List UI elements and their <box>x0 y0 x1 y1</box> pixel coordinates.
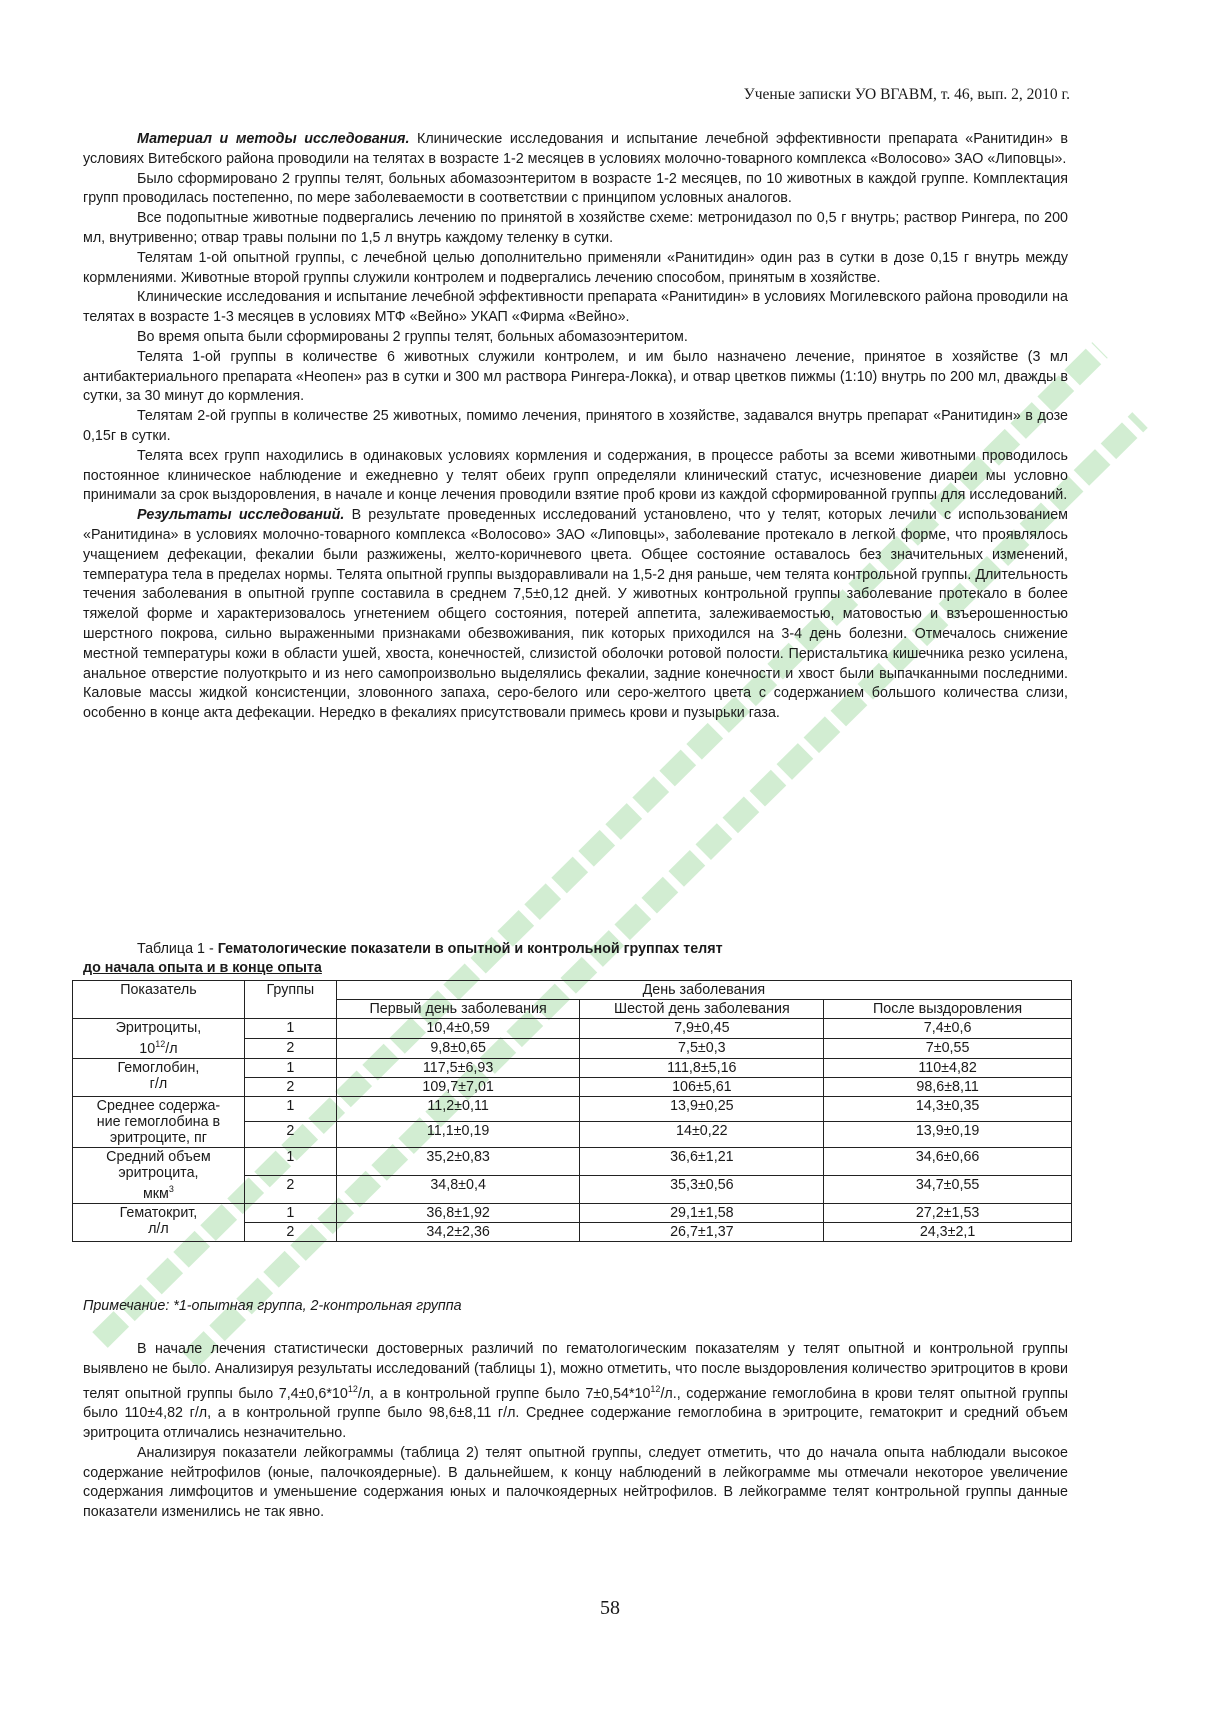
table-cell: 11,1±0,19 <box>336 1122 580 1148</box>
table-cell: 1 <box>244 1019 336 1039</box>
table-cell: 34,7±0,55 <box>824 1175 1072 1203</box>
table-cell: 36,8±1,92 <box>336 1203 580 1222</box>
col-header-groups: Группы <box>244 981 336 1019</box>
table-row <box>73 1147 1072 1175</box>
table-cell: 14,3±0,35 <box>824 1096 1072 1122</box>
table-cell: 24,3±2,1 <box>824 1222 1072 1241</box>
methods-paragraph: Телятам 1-ой опытной группы, с лечебной целью дополнительно применяли «Ранитидин» один раз в сутки в дозе 0,15 г внутрь между кормлениями. Животные второй группы служили контролем и подвергались лечению способом, принятым в хозяйстве. <box>83 249 1068 286</box>
table-cell: 9,8±0,65 <box>336 1038 580 1058</box>
table-cell: 7,5±0,3 <box>580 1038 824 1058</box>
table-cell: 7±0,55 <box>824 1038 1072 1058</box>
methods-paragraph: Материал и методы исследования. Клинические исследования и испытание лечебной эффективности препарата «Ранитидин» в условиях Витебского района проводили на телятах в возрасте 1-2 месяцев в условиях молочно-товарного комплекса «Волосово» ЗАО «Липовцы». <box>83 131 1068 167</box>
table-cell: 110±4,82 <box>824 1058 1072 1077</box>
table-row <box>73 1019 1072 1039</box>
discussion-paragraph: Анализируя показатели лейкограммы (таблица 2) телят опытной группы, следует отметить, что до начала опыта наблюдали высокое содержание нейтрофилов (юные, палочкоядерные). В дальнейшем, к концу наблюдений в лейкограмме мы отмечали некоторое увеличение содержания лимфоцитов и уменьшение содержания юных и палочкоядерных нейтрофилов. В лейкограмме телят контрольной группы данные показатели изменились не так явно. <box>83 1444 1068 1521</box>
discussion-section <box>83 1340 1068 1523</box>
table-cell: 14±0,22 <box>580 1122 824 1148</box>
results-paragraph: Результаты исследований. В результате проведенных исследований установлено, что у телят, которых лечили с использованием «Ранитидина» в условиях молочно-товарного комплекса «Волосово» ЗАО «Липовцы», заболевание протекало в легкой форме, что проявлялось учащением дефекации, фекалии были разжижены, желто-коричневого цвета. Общее состояние оставалось без значительных изменений, температура тела в пределах нормы. Телята опытной группы выздоравливали на 1,5-2 дня раньше, чем телята контрольной группы. Длительность течения заболевания в опытной группе составила в среднем 7,5±0,12 дней. У животных контрольной группы заболевание протекало в более тяжелой форме и характеризовалось угнетением общего состояния, потерей аппетита, залеживаемостью, матовостью и взъерошенностью шерстного покрова, сильно выраженными признаками обезвоживания, пик которых приходился на 3-4 день болезни. Отмечалось снижение местной температуры кожи в области ушей, хвоста, конечностей, слизистой оболочки ротовой полости. Перистальтика кишечника резко усилена, анальное отверстие полуоткрыто и из него самопроизвольно выделялись фекалии, задние конечности и хвост были выпачканными последними. Каловые массы жидкой консистенции, зловонного запаха, серо-белого или серо-желтого цвета с содержанием большого количества слизи, особенно в конце акта дефекации. Нередко в фекалиях присутствовали примесь крови и пузырьки газа. <box>83 507 1068 722</box>
table-cell: 29,1±1,58 <box>580 1203 824 1222</box>
table-cell: 34,8±0,4 <box>336 1175 580 1203</box>
discussion-paragraph: В начале лечения статистически достоверных различий по гематологическим показателям у телят опытной и контрольной группы выявлено не было. Анализируя результаты исследований (таблицы 1), можно отметить, что после выздоровления количество эритроцитов в крови телят опытной группы было $7,4\pm 0,6*10^{12}/л$, а в контрольной группе было $7\pm 0,54*10^{12}/л$., содержание гемоглобина в крови телят опытной группы было 110±4,82 г/л, а в контрольной группе было 98,6±8,11 г/л. Среднее содержание гемоглобина в эритроците, гематокрит и средний объем эритроцита отличались незначительно. <box>83 1341 1068 1441</box>
table-cell: 117,5±6,93 <box>336 1058 580 1077</box>
table-cell: 109,7±7,01 <box>336 1077 580 1096</box>
table-cell: 7,9±0,45 <box>580 1019 824 1039</box>
table-cell: 2 <box>244 1077 336 1096</box>
col-header-day: День заболевания <box>336 981 1071 1000</box>
methods-paragraph: Во время опыта были сформированы 2 группы телят, больных абомазоэнтеритом. <box>137 328 688 345</box>
table-row <box>73 1096 1072 1122</box>
table-cell: 2 <box>244 1175 336 1203</box>
table-cell: 13,9±0,19 <box>824 1122 1072 1148</box>
table-cell: 26,7±1,37 <box>580 1222 824 1241</box>
table-cell: 1 <box>244 1203 336 1222</box>
table-cell: 2 <box>244 1222 336 1241</box>
table-cell: 106±5,61 <box>580 1077 824 1096</box>
table-caption: Таблица 1 - Гематологические показатели в опытной и контрольной группах телят до начала опыта и в конце опыта <box>83 941 723 976</box>
table-cell: 13,9±0,25 <box>580 1096 824 1122</box>
table-cell: 34,2±2,36 <box>336 1222 580 1241</box>
table-cell: 1 <box>244 1058 336 1077</box>
methods-heading: Материал и методы исследования. <box>137 131 410 147</box>
table-cell: 35,2±0,83 <box>336 1147 580 1175</box>
table-cell: 27,2±1,53 <box>824 1203 1072 1222</box>
table-cell: 1 <box>244 1096 336 1122</box>
table-cell: 35,3±0,56 <box>580 1175 824 1203</box>
row-label: Гематокрит, л/л <box>73 1203 245 1241</box>
table-cell: 36,6±1,21 <box>580 1147 824 1175</box>
table-row <box>73 1058 1072 1077</box>
methods-paragraph: Было сформировано 2 группы телят, больных абомазоэнтеритом в возрасте 1-2 месяцев, по 10 животных в каждой группе. Комплектация групп проводилась постепенно, по мере заболеваемости в соответствии с принципом условных аналогов. <box>83 170 1068 207</box>
table-cell: 2 <box>244 1122 336 1148</box>
methods-paragraph: Все подопытные животные подвергались лечению по принятой в хозяйстве схеме: метронидазол по 0,5 г внутрь; раствор Рингера, по 200 мл, внутривенно; отвар травы полыни по 1,5 л внутрь каждому теленку в сутки. <box>83 210 1068 246</box>
col-header-indicator: Показатель <box>73 981 245 1019</box>
table-cell: 1 <box>244 1147 336 1175</box>
table-cell: 98,6±8,11 <box>824 1077 1072 1096</box>
methods-paragraph: Телята всех групп находились в одинаковых условиях кормления и содержания, в процессе работы за всеми животными проводилось постоянное клиническое наблюдение и ежедневно у телят обеих групп определяли клинический статус, исчезновение диареи мы условно принимали за срок выздоровления, в начале и конце лечения проводили взятие проб крови из каждой сформированной группы для исследований. <box>83 447 1068 504</box>
row-label: Эритроциты, $10^{12}/л$ <box>73 1019 245 1059</box>
journal-header: Ученые записки УО ВГАВМ, т. 46, вып. 2, 2010 г. <box>743 86 1070 103</box>
hematology-table <box>72 980 1072 1242</box>
row-label: Гемоглобин, г/л <box>73 1058 245 1096</box>
table-cell: 11,2±0,11 <box>336 1096 580 1122</box>
table-note: Примечание: *1-опытная группа, 2-контрольная группа <box>83 1298 462 1314</box>
table-cell: 7,4±0,6 <box>824 1019 1072 1039</box>
results-heading: Результаты исследований. <box>137 507 345 524</box>
col-header-after: После выздоровления <box>824 1000 1072 1019</box>
methods-paragraph: Телятам 2-ой группы в количестве 25 животных, помимо лечения, принятого в хозяйстве, задавался внутрь препарат «Ранитидин» в дозе 0,15г в сутки. <box>83 408 1068 444</box>
table-cell: 34,6±0,66 <box>824 1147 1072 1175</box>
methods-section <box>83 130 1068 724</box>
page-number: 58 <box>600 1597 620 1619</box>
row-label: Средний объем эритроцита, мкм$^3$ <box>73 1147 245 1203</box>
table-row <box>73 1203 1072 1222</box>
row-label: Среднее содержа- ние гемоглобина в эритроците, пг <box>73 1096 245 1147</box>
methods-paragraph: Клинические исследования и испытание лечебной эффективности препарата «Ранитидин» в условиях Могилевского района проводили на телятах в возрасте 1-3 месяцев в условиях МТФ «Вейно» УКАП «Фирма «Вейно». <box>83 289 1068 326</box>
table-cell: 10,4±0,59 <box>336 1019 580 1039</box>
col-header-day6: Шестой день заболевания <box>580 1000 824 1019</box>
methods-paragraph: Телята 1-ой группы в количестве 6 животных служили контролем, и им было назначено лечение, принятое в хозяйстве (3 мл антибактериального препарата «Неопен» раз в сутки и 300 мл раствора Рингера-Локка), и отвар цветков пижмы (1:10) внутрь по 200 мл, дважды в сутки, за 30 минут до кормления. <box>83 348 1068 405</box>
col-header-day1: Первый день заболевания <box>336 1000 580 1019</box>
table-cell: 2 <box>244 1038 336 1058</box>
table-cell: 111,8±5,16 <box>580 1058 824 1077</box>
